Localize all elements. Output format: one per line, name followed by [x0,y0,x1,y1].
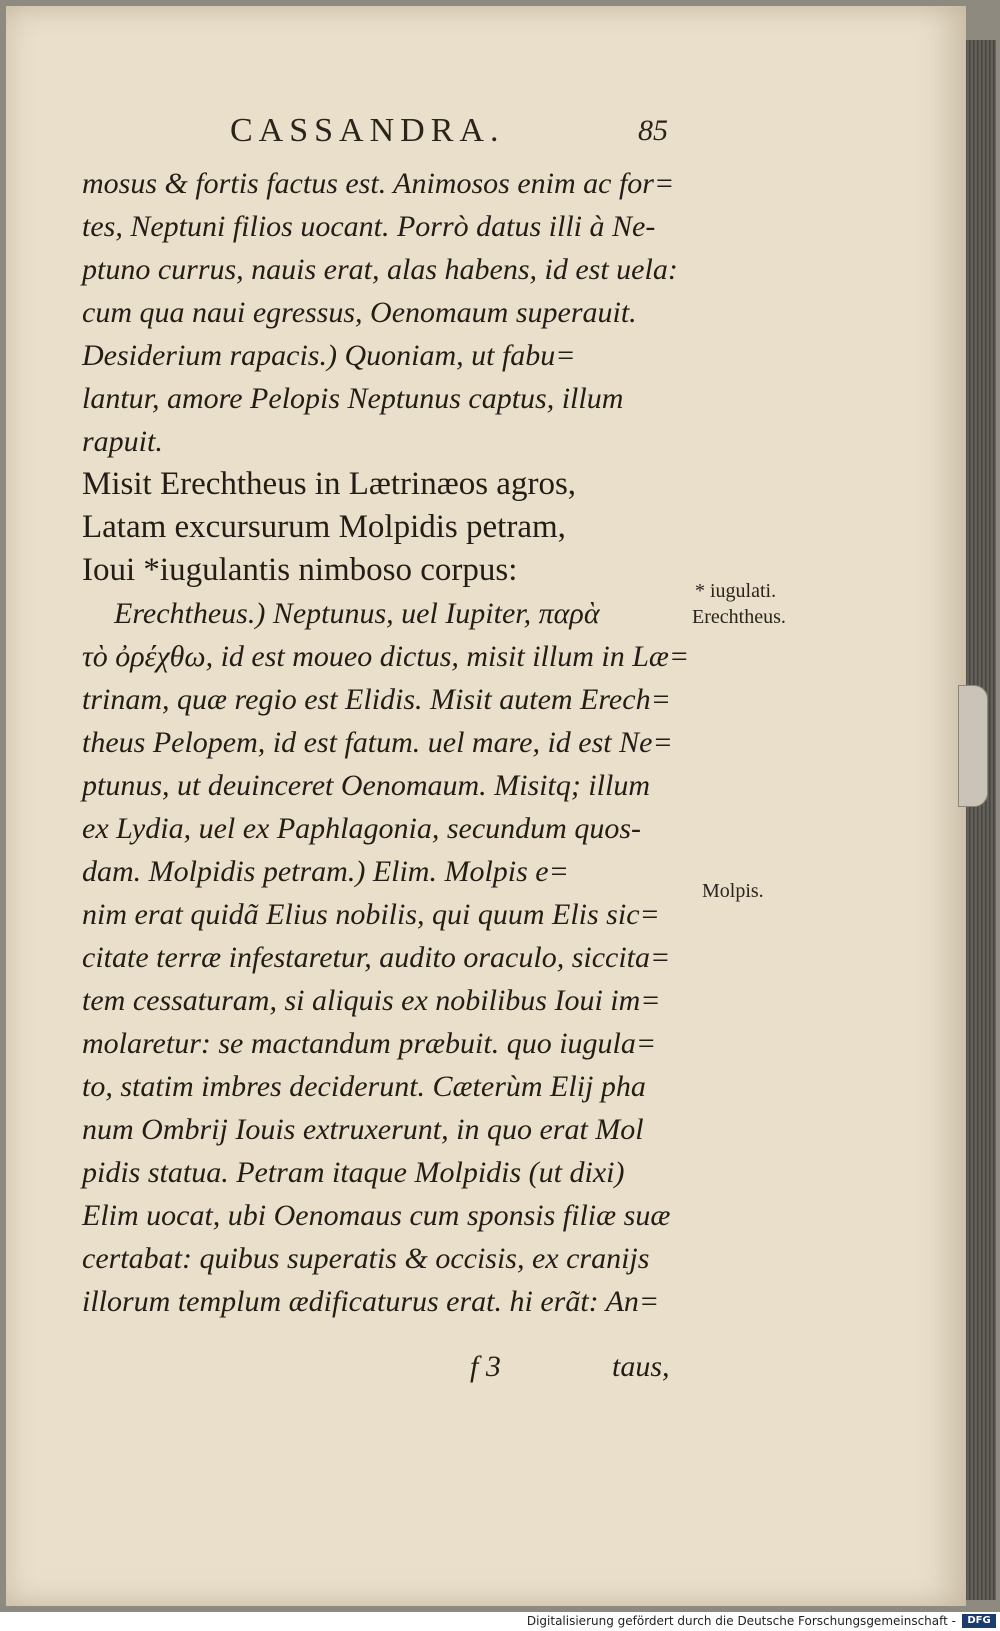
margin-note-erechtheus: Erechtheus. [692,606,786,628]
bookmark-tab [958,685,988,807]
text-line: Misit Erechtheus in Lætrinæos agros, [82,466,577,502]
text-line: Elim uocat, ubi Oenomaus cum sponsis filiæ suæ [82,1199,671,1232]
text-line: trinam, quæ regio est Elidis. Misit autem Erech= [82,683,671,716]
running-head: CASSANDRA. [230,112,505,149]
text-line: Desiderium rapacis.) Quoniam, ut fabu= [82,339,576,372]
text-line: certabat: quibus superatis & occisis, ex cranijs [82,1242,650,1275]
text-line: cum qua naui egressus, Oenomaum superauit. [82,296,637,329]
text-line: rapuit. [82,425,163,458]
text-line: tem cessaturam, si aliquis ex nobilibus Ioui im= [82,984,661,1017]
signature-mark: f 3 [470,1350,501,1383]
catchword: taus, [612,1350,670,1383]
text-line: ptuno currus, nauis erat, alas habens, id est uela: [82,253,678,286]
body-text [82,162,692,1323]
text-line: lantur, amore Pelopis Neptunus captus, illum [82,382,624,415]
margin-note-iugulati: * iugulati. [695,580,777,602]
text-line: dam. Molpidis petram.) Elim. Molpis e= [82,855,569,888]
text-line: theus Pelopem, id est fatum. uel mare, id est Ne= [82,726,673,759]
folio-number: 85 [638,114,668,147]
digitization-credit: Digitalisierung gefördert durch die Deutsche Forschungsgemeinschaft - [526,1614,956,1628]
text-line: num Ombrij Iouis extruxerunt, in quo erat Mol [82,1113,644,1146]
text-line: molaretur: se mactandum præbuit. quo iugula= [82,1027,657,1060]
text-line: Ioui *iugulantis nimboso corpus: [82,552,518,588]
dfg-logo: DFG [962,1614,996,1628]
text-line: Latam excursurum Molpidis petram, [82,509,566,545]
text-line: mosus & fortis factus est. Animosos enim ac for= [82,167,675,200]
text-line: to, statim imbres deciderunt. Cæterùm Elij pha [82,1070,646,1103]
page-edge [966,40,996,1600]
text-line: pidis statua. Petram itaque Molpidis (ut dixi) [82,1156,625,1189]
text-line: tes, Neptuni filios uocant. Porrò datus illi à Ne- [82,210,656,243]
margin-note-molpis: Molpis. [702,880,764,902]
text-line: ptunus, ut deuinceret Oenomaum. Misitq; illum [82,769,650,802]
text-line: Erechtheus.) Neptunus, uel Iupiter, παρὰ [114,597,600,630]
text-line: τὸ ὀρέχθω, id est moueo dictus, misit illum in Læ= [82,640,690,673]
text-line: illorum templum ædificaturus erat. hi erãt: An= [82,1285,660,1318]
text-line: nim erat quidã Elius nobilis, qui quum Elis sic= [82,898,660,931]
text-line: citate terræ infestaretur, audito oraculo, siccita= [82,941,671,974]
text-line: ex Lydia, uel ex Paphlagonia, secundum quos- [82,812,641,845]
